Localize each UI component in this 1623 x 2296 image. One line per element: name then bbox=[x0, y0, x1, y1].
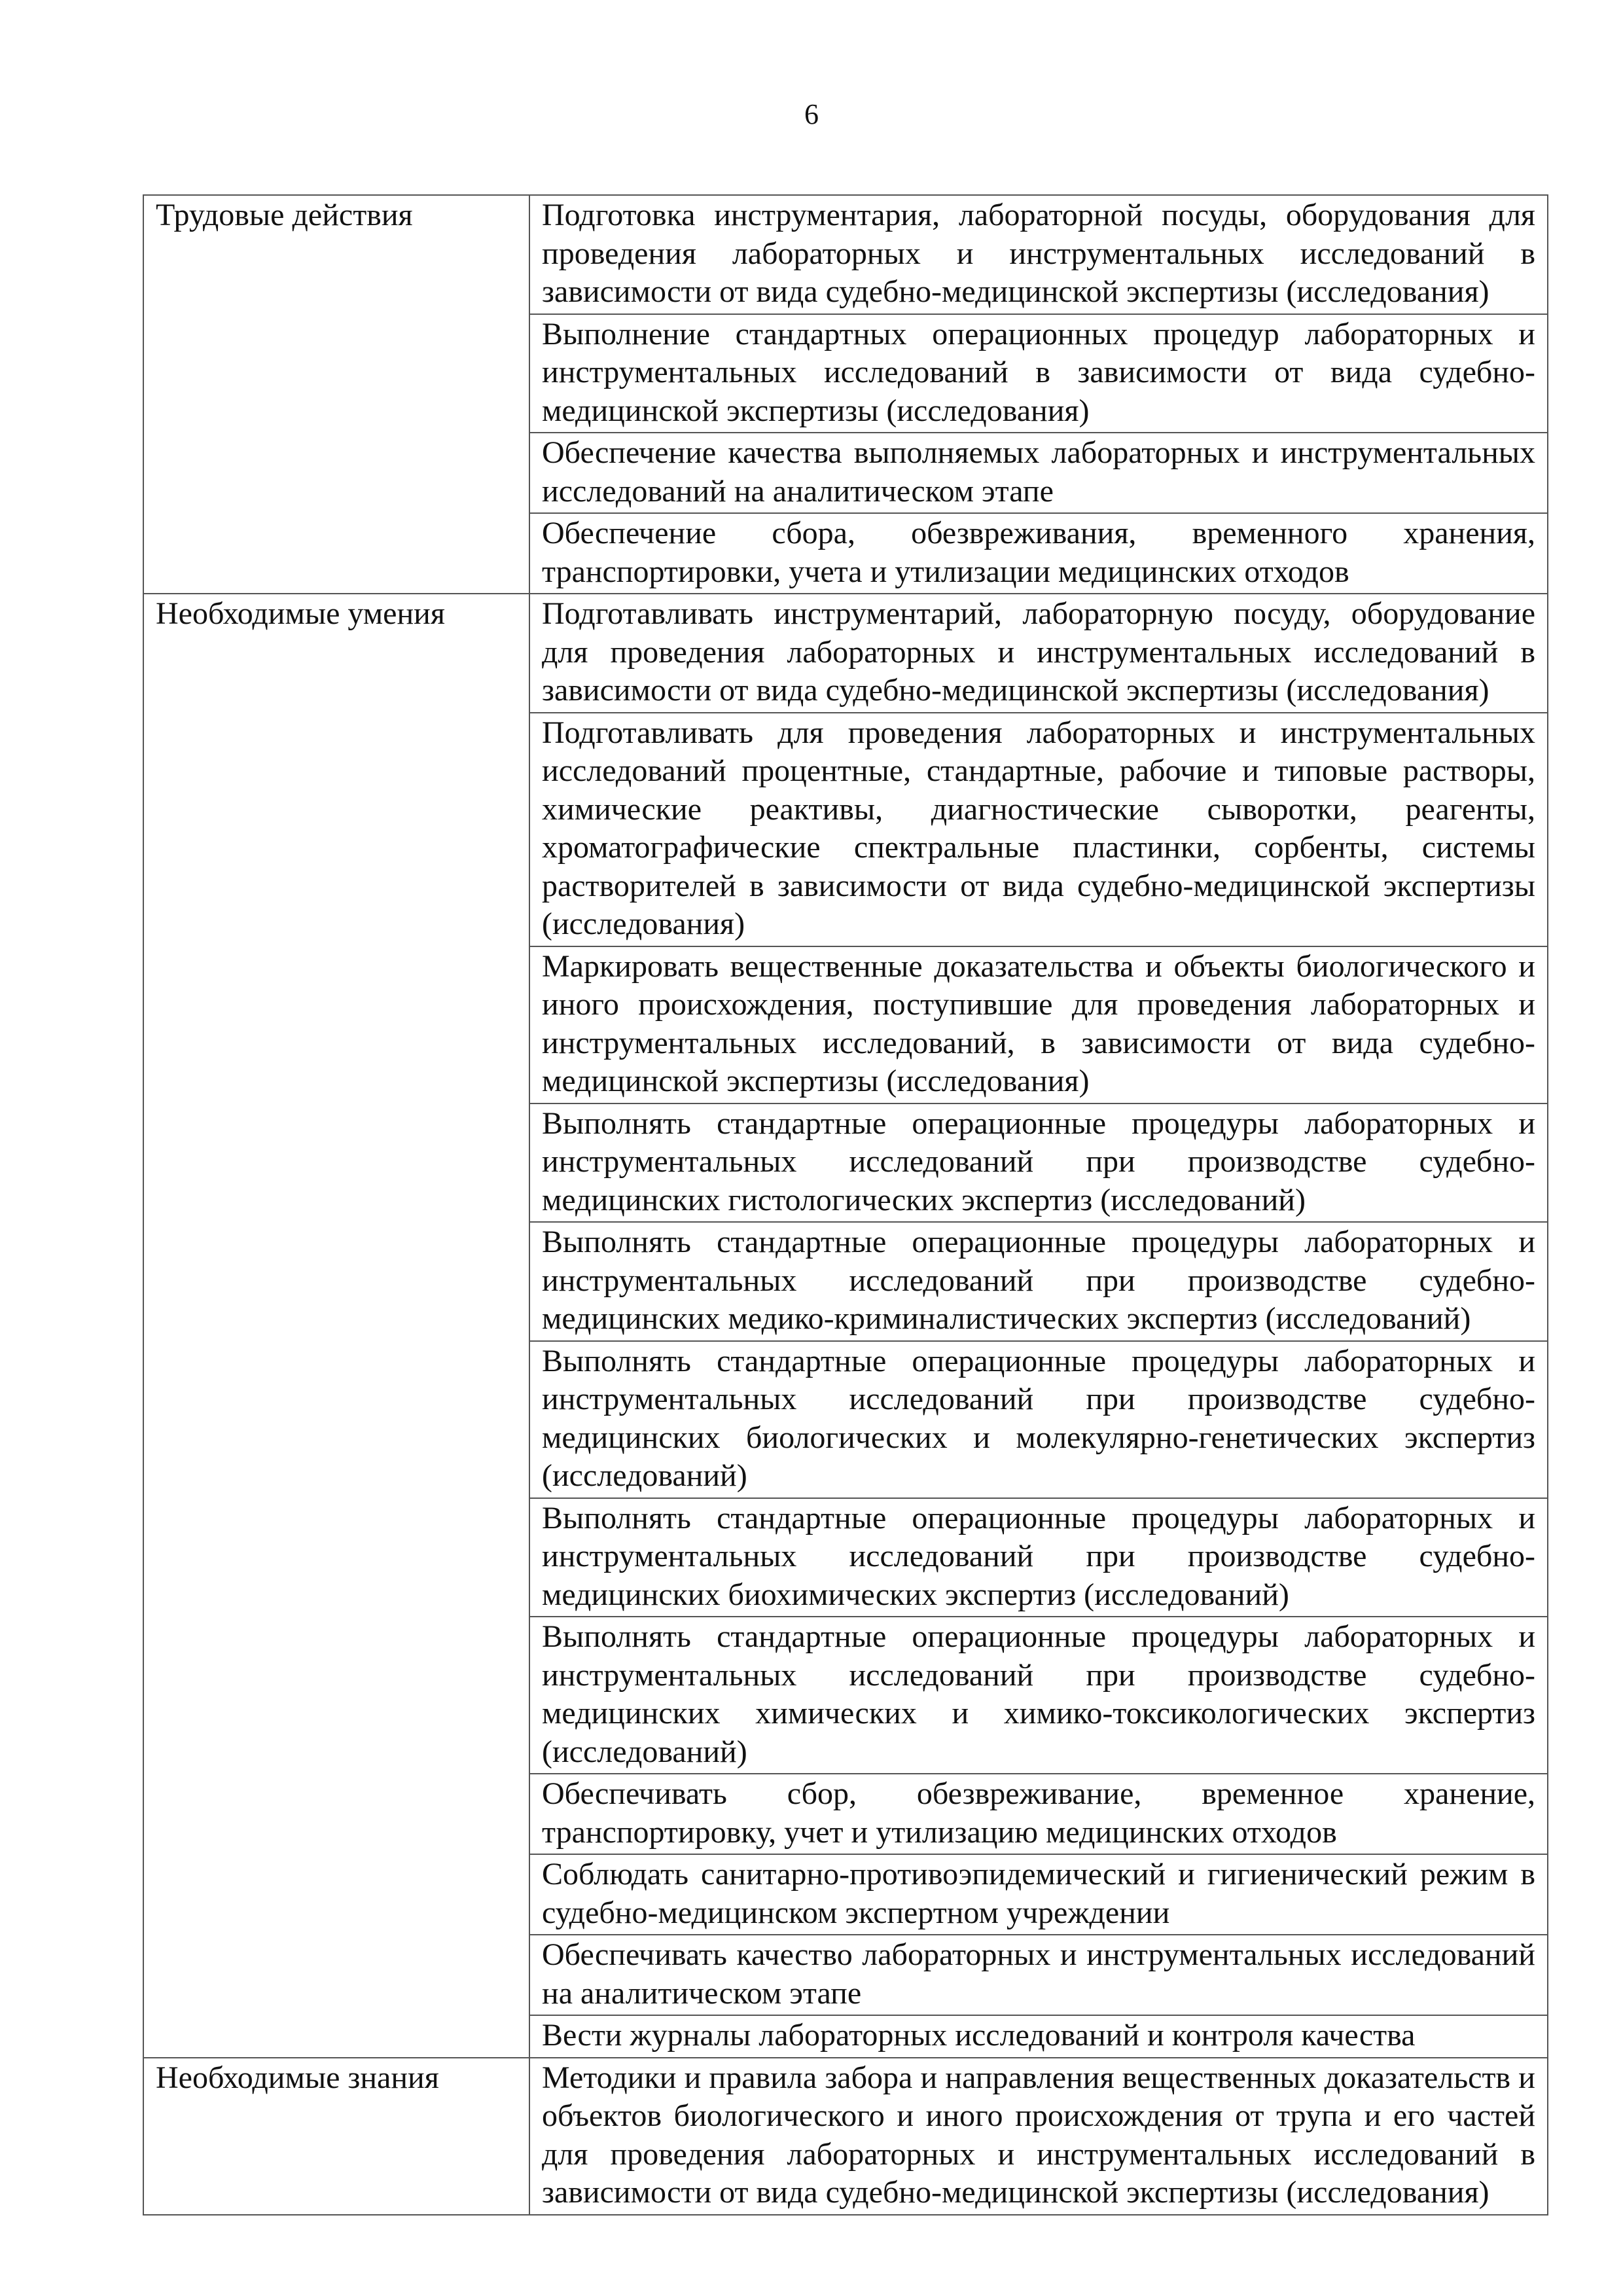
section-label-required-skills: Необходимые умения bbox=[143, 594, 529, 2058]
table-cell: Вести журналы лабораторных исследований и контроля качества bbox=[529, 2015, 1548, 2058]
table-cell: Методики и правила забора и направления вещественных доказательств и объектов биологического и иного происхождения от трупа и его частей для проведения лабораторных и инструментальных исследований в зависимости от вида судебно-медицинской экспертизы (исследования) bbox=[529, 2058, 1548, 2215]
table-cell: Обеспечивать качество лабораторных и инструментальных исследований на аналитическом этапе bbox=[529, 1935, 1548, 2015]
page-number: 6 bbox=[804, 98, 819, 130]
table-cell: Соблюдать санитарно-противоэпидемический и гигиенический режим в судебно-медицинском экспертном учреждении bbox=[529, 1854, 1548, 1935]
table-row bbox=[143, 2058, 1548, 2215]
table-cell: Выполнять стандартные операционные процедуры лабораторных и инструментальных исследований при производстве судебно-медицинских медико-криминалистических экспертиз (исследований) bbox=[529, 1222, 1548, 1341]
table-cell: Подготавливать инструментарий, лабораторную посуду, оборудование для проведения лабораторных и инструментальных исследований в зависимости от вида судебно-медицинской экспертизы (исследования) bbox=[529, 594, 1548, 713]
table-cell: Маркировать вещественные доказательства и объекты биологического и иного происхождения, поступившие для проведения лабораторных и инструментальных исследований, в зависимости от вида судебно-медицинской экспертизы (исследования) bbox=[529, 946, 1548, 1103]
table-row bbox=[143, 195, 1548, 314]
table-cell: Обеспечивать сбор, обезвреживание, временное хранение, транспортировку, учет и утилизацию медицинских отходов bbox=[529, 1774, 1548, 1854]
table-cell: Выполнять стандартные операционные процедуры лабораторных и инструментальных исследований при производстве судебно-медицинских гистологических экспертиз (исследований) bbox=[529, 1103, 1548, 1223]
table-row bbox=[143, 594, 1548, 713]
specification-table bbox=[143, 194, 1548, 2215]
section-label-labor-actions: Трудовые действия bbox=[143, 195, 529, 594]
table-cell: Выполнять стандартные операционные процедуры лабораторных и инструментальных исследований при производстве судебно-медицинских биохимических экспертиз (исследований) bbox=[529, 1498, 1548, 1617]
table-cell: Выполнять стандартные операционные процедуры лабораторных и инструментальных исследований при производстве судебно-медицинских химических и химико-токсикологических экспертиз (исследований) bbox=[529, 1617, 1548, 1774]
table-cell: Обеспечение качества выполняемых лабораторных и инструментальных исследований на аналитическом этапе bbox=[529, 433, 1548, 513]
table-cell: Подготовка инструментария, лабораторной посуды, оборудования для проведения лабораторных и инструментальных исследований в зависимости от вида судебно-медицинской экспертизы (исследования) bbox=[529, 195, 1548, 314]
table-cell: Обеспечение сбора, обезвреживания, временного хранения, транспортировки, учета и утилизации медицинских отходов bbox=[529, 513, 1548, 594]
table-cell: Подготавливать для проведения лабораторных и инструментальных исследований процентные, стандартные, рабочие и типовые растворы, химические реактивы, диагностические сыворотки, реагенты, хроматографические спектральные пластинки, сорбенты, системы растворителей в зависимости от вида судебно-медицинской экспертизы (исследования) bbox=[529, 713, 1548, 946]
table-cell: Выполнять стандартные операционные процедуры лабораторных и инструментальных исследований при производстве судебно-медицинских биологических и молекулярно-генетических экспертиз (исследований) bbox=[529, 1341, 1548, 1498]
section-label-required-knowledge: Необходимые знания bbox=[143, 2058, 529, 2215]
table-cell: Выполнение стандартных операционных процедур лабораторных и инструментальных исследований в зависимости от вида судебно-медицинской экспертизы (исследования) bbox=[529, 314, 1548, 433]
